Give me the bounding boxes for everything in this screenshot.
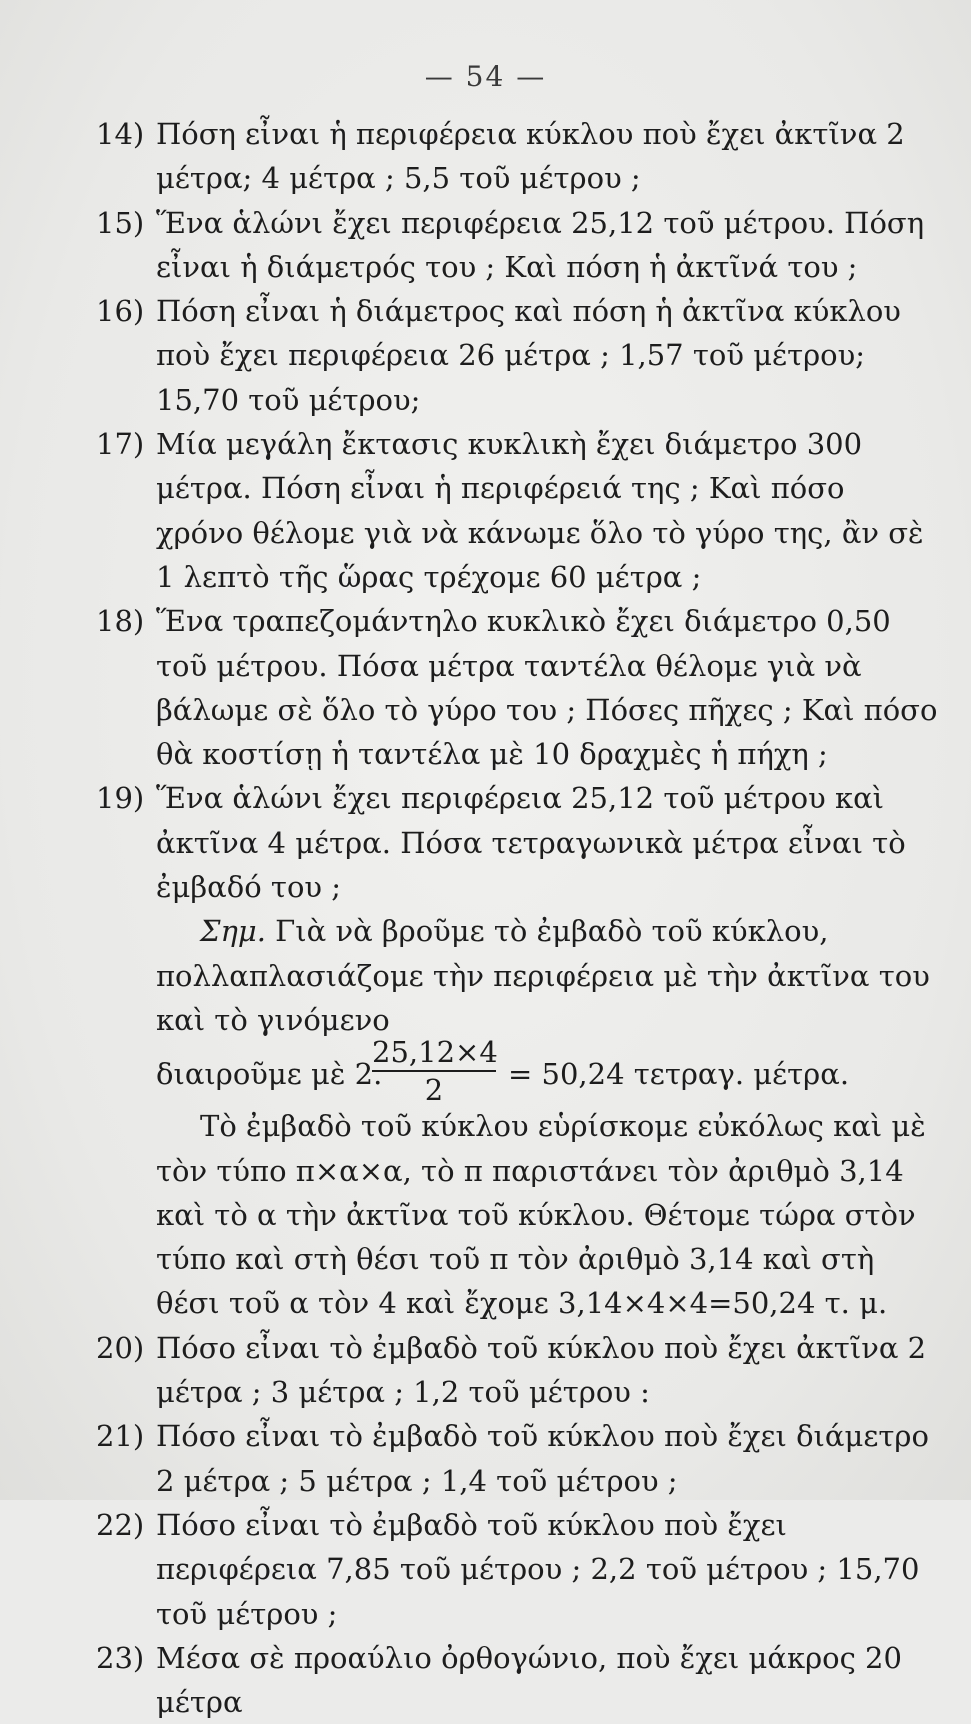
exercise-text: Πόσο εἶναι τὸ ἐμβαδὸ τοῦ κύκλου ποὺ ἔχει ἀκτῖνα 2 μέτρα ; 3 μέτρα ; 1,2 τοῦ μέτρου : bbox=[156, 1330, 927, 1410]
exercise-21 bbox=[96, 1414, 940, 1503]
exercise-text: Ἕνα ἁλώνι ἔχει περιφέρεια 25,12 τοῦ μέτρου καὶ ἀκτῖνα 4 μέτρα. Πόσα τετραγωνικὰ μέτρα εἶναι τὸ ἐμβαδό του ; bbox=[156, 781, 906, 905]
exercise-text: Πόσο εἶναι τὸ ἐμβαδὸ τοῦ κύκλου ποὺ ἔχει διάμετρο 2 μέτρα ; 5 μέτρα ; 1,4 τοῦ μέτρου ; bbox=[156, 1419, 929, 1498]
page-number: — 54 — bbox=[424, 60, 547, 93]
note-text: Γιὰ νὰ βροῦμε τὸ ἐμβαδὸ τοῦ κύκλου, πολλαπλασιάζομε τὴν περιφέρεια μὲ τὴν ἀκτῖνα του καὶ τὸ γινόμενο bbox=[156, 914, 930, 1037]
formula-result: = 50,24 τετραγ. μέτρα. bbox=[508, 1057, 850, 1092]
page-body bbox=[96, 112, 940, 1724]
exercise-text: Ἕνα τραπεζομάντηλο κυκλικὸ ἔχει διάμετρο 0,50 τοῦ μέτρου. Πόσα μέτρα ταντέλα θέλομε γιὰ νὰ βάλωμε σὲ ὅλο τὸ γύρο του ; Πόσες πῆχες ; Καὶ πόσο θὰ κοστίσῃ ἡ ταντέλα μὲ 10 δραχμὲς ἡ πήχη ; bbox=[156, 604, 938, 772]
exercise-23 bbox=[96, 1636, 940, 1724]
exercise-18 bbox=[96, 599, 940, 776]
exercise-number: 14) bbox=[96, 117, 145, 151]
fraction-denominator: 2 bbox=[424, 1073, 444, 1108]
note-paragraph bbox=[108, 909, 940, 1042]
exercise-number: 19) bbox=[96, 781, 145, 816]
formula-lead: διαιροῦμε μὲ 2. bbox=[156, 1057, 383, 1092]
exercise-16 bbox=[96, 289, 940, 422]
exercise-text: Πόσο εἶναι τὸ ἐμβαδὸ τοῦ κύκλου ποὺ ἔχει περιφέρεια 7,85 τοῦ μέτρου ; 2,2 τοῦ μέτρου ; 15,70 τοῦ μέτρου ; bbox=[156, 1507, 920, 1631]
exercise-number: 23) bbox=[96, 1640, 145, 1675]
exercise-number: 20) bbox=[96, 1330, 145, 1365]
exercise-number: 16) bbox=[96, 294, 145, 329]
exercise-15 bbox=[96, 201, 940, 290]
exercise-text: Μία μεγάλη ἔκτασις κυκλικὴ ἔχει διάμετρο 300 μέτρα. Πόση εἶναι ἡ περιφέρειά της ; Καὶ πόσο χρόνο θέλομε γιὰ νὰ κάνωμε ὅλο τὸ γύρο της, ἂν σὲ 1 λεπτὸ τῆς ὥρας τρέχομε 60 μέτρα ; bbox=[156, 427, 924, 594]
exercise-number: 22) bbox=[96, 1507, 145, 1542]
note-label: Σημ. bbox=[200, 914, 266, 949]
area-formula-paragraph: Τὸ ἐμβαδὸ τοῦ κύκλου εὑρίσκομε εὐκόλως καὶ μὲ τὸν τύπο π×α×α, τὸ π παριστάνει τὸν ἀριθμὸ 3,14 καὶ τὸ α τὴν ἀκτῖνα τοῦ κύκλου. Θέτομε τώρα στὸν τύπο καὶ στὴ θέσι τοῦ π τὸν ἀριθμὸ 3,14 καὶ στὴ θέσι τοῦ α τὸν 4 καὶ ἔχομε 3,14×4×4=50,24 τ. μ. bbox=[156, 1109, 926, 1321]
exercise-17 bbox=[96, 422, 940, 599]
exercise-text: Πόση εἶναι ἡ διάμετρος καὶ πόση ἡ ἀκτῖνα κύκλου ποὺ ἔχει περιφέρεια 26 μέτρα ; 1,57 τοῦ μέτρου; 15,70 τοῦ μέτρου; bbox=[156, 294, 901, 417]
exercise-14 bbox=[96, 112, 940, 201]
exercise-number: 17) bbox=[96, 427, 145, 462]
exercise-20 bbox=[96, 1326, 940, 1415]
exercise-number: 15) bbox=[96, 205, 145, 240]
exercise-number: 21) bbox=[96, 1419, 145, 1454]
exercise-number: 18) bbox=[96, 604, 145, 639]
formula-line bbox=[108, 1035, 940, 1108]
exercise-text: Μέσα σὲ προαύλιο ὀρθογώνιο, ποὺ ἔχει μάκρος 20 μέτρα bbox=[156, 1640, 902, 1720]
exercise-text: Πόση εἶναι ἡ περιφέρεια κύκλου ποὺ ἔχει ἀκτῖνα 2 μέτρα; 4 μέτρα ; 5,5 τοῦ μέτρου ; bbox=[156, 117, 905, 196]
formula-fraction bbox=[372, 1034, 496, 1108]
exercise-22 bbox=[96, 1503, 940, 1636]
exercise-text: Ἕνα ἁλώνι ἔχει περιφέρεια 25,12 τοῦ μέτρου. Πόση εἶναι ἡ διάμετρός του ; Καὶ πόση ἡ ἀκτῖνά του ; bbox=[156, 205, 925, 284]
fraction-numerator: 25,12×4 bbox=[372, 1034, 496, 1072]
exercise-19 bbox=[96, 776, 940, 909]
